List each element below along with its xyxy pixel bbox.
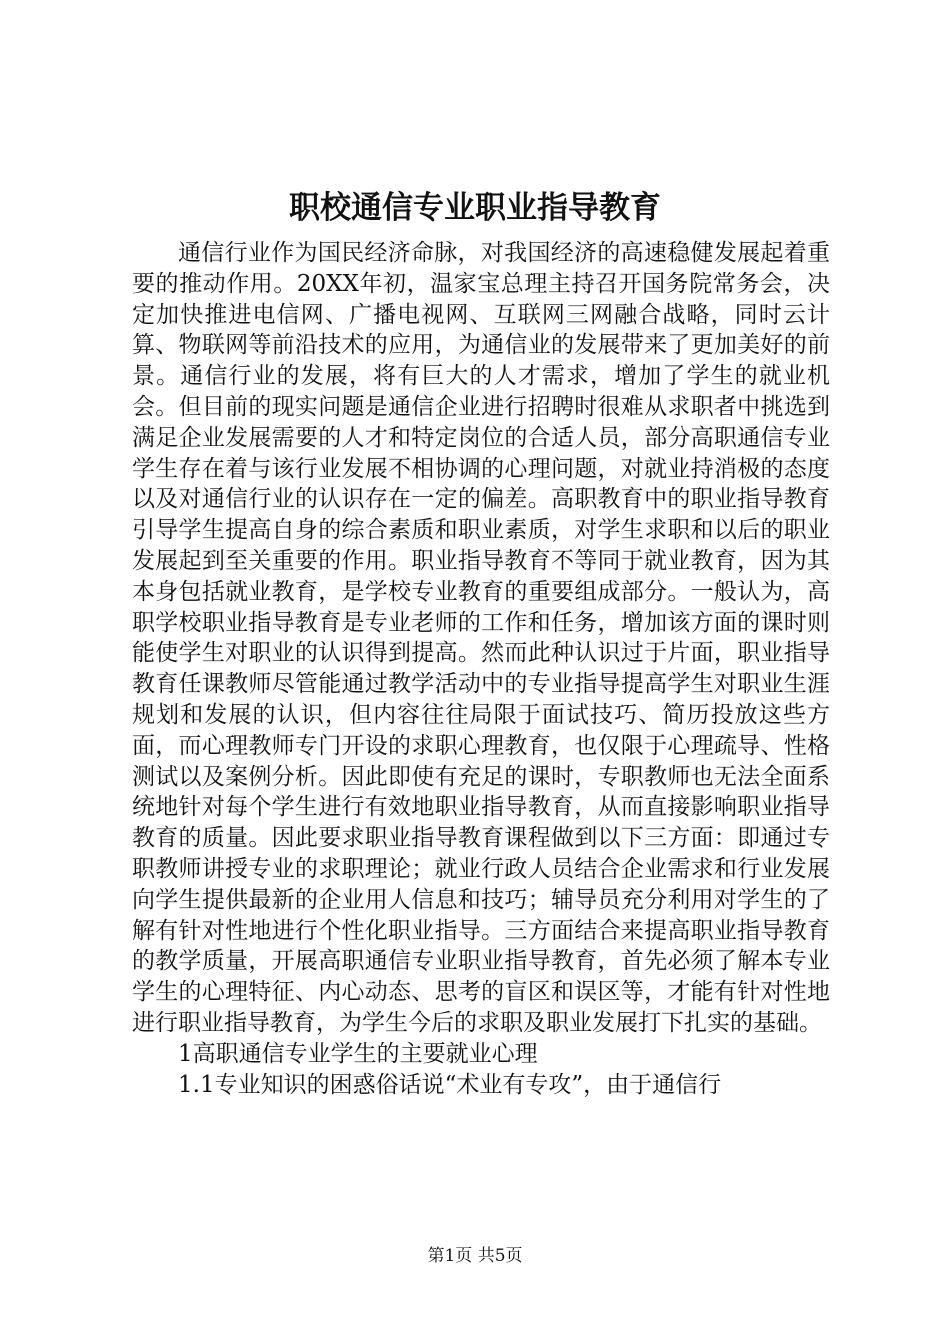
document-body	[132, 238, 830, 1100]
page-footer: 第1页 共5页	[427, 1246, 523, 1266]
section-heading: 1高职通信专业学生的主要就业心理	[178, 1040, 538, 1067]
subsection-line: 1.1专业知识的困惑俗话说“术业有专攻”，由于通信行	[178, 1071, 722, 1098]
intro-paragraph: 通信行业作为国民经济命脉，对我国经济的高速稳健发展起着重要的推动作用。20XX年初，温家宝总理主持召开国务院常务会，决定加快推进电信网、广播电视网、互联网三网融合战略，同时云计算、物联网等前沿技术的应用，为通信业的发展带来了更加美好的前景。通信行业的发展，将有巨大的人才需求，增加了学生的就业机会。但目前的现实问题是通信企业进行招聘时很难从求职者中挑选到满足企业发展需要的人才和特定岗位的合适人员，部分高职通信专业学生存在着与该行业发展不相协调的心理问题，对就业持消极的态度以及对通信行业的认识存在一定的偏差。高职教育中的职业指导教育引导学生提高自身的综合素质和职业素质，对学生求职和以后的职业发展起到至关重要的作用。职业指导教育不等同于就业教育，因为其本身包括就业教育，是学校专业教育的重要组成部分。一般认为，高职学校职业指导教育是专业老师的工作和任务，增加该方面的课时则能使学生对职业的认识得到提高。然而此种认识过于片面，职业指导教育任课教师尽管能通过教学活动中的专业指导提高学生对职业生涯规划和发展的认识，但内容往往局限于面试技巧、简历投放这些方面，而心理教师专门开设的求职心理教育，也仅限于心理疏导、性格测试以及案例分析。因此即使有充足的课时，专职教师也无法全面系统地针对每个学生进行有效地职业指导教育，从而直接影响职业指导教育的质量。因此要求职业指导教育课程做到以下三方面：即通过专职教师讲授专业的求职理论；就业行政人员结合企业需求和行业发展向学生提供最新的企业用人信息和技巧；辅导员充分利用对学生的了解有针对性地进行个性化职业指导。三方面结合来提高职业指导教育的教学质量，开展高职通信专业职业指导教育，首先必须了解本专业学生的心理特征、内心动态、思考的盲区和误区等，才能有针对性地进行职业指导教育，为学生今后的求职及职业发展打下扎实的基础。	[132, 240, 830, 1036]
document-title: 职校通信专业职业指导教育	[289, 190, 661, 226]
